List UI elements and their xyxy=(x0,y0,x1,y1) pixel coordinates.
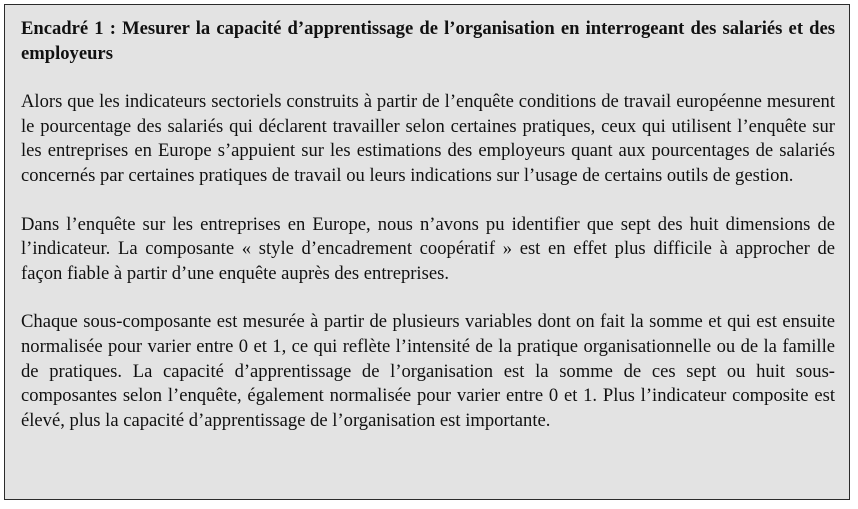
paragraph-1: Alors que les indicateurs sectoriels construits à partir de l’enquête conditions de travail européenne mesurent le pourcentage des salariés qui déclarent travailler selon certaines pratiques, ceux qui utilisent l’enquête sur les entreprises en Europe s’appuient sur les estimations des employeurs quant aux pourcentages de salariés concernés par certaines pratiques de travail ou leurs indications sur l’usage de certains outils de gestion. xyxy=(21,91,835,186)
paragraph-3: Chaque sous-composante est mesurée à partir de plusieurs variables dont on fait la somme et qui est ensuite normalisée pour varier entre 0 et 1, ce qui reflète l’intensité de la pratique organisationnelle ou de la famille de pratiques. La capacité d’apprentissage de l’organisation est la somme de ces sept ou huit sous-composantes selon l’enquête, également normalisée pour varier entre 0 et 1. Plus l’indicateur composite est élevé, plus la capacité d’apprentissage de l’organisation est importante. xyxy=(21,311,835,431)
paragraph-2: Dans l’enquête sur les entreprises en Europe, nous n’avons pu identifier que sept des huit dimensions de l’indicateur. La composante « style d’encadrement coopératif » est en effet plus difficile à approcher de façon fiable à partir d’une enquête auprès des entreprises. xyxy=(21,213,835,284)
text-box-encadre xyxy=(4,4,850,500)
box-title: Encadré 1 : Mesurer la capacité d’apprentissage de l’organisation en interrogeant des salariés et des employeurs xyxy=(21,18,835,64)
